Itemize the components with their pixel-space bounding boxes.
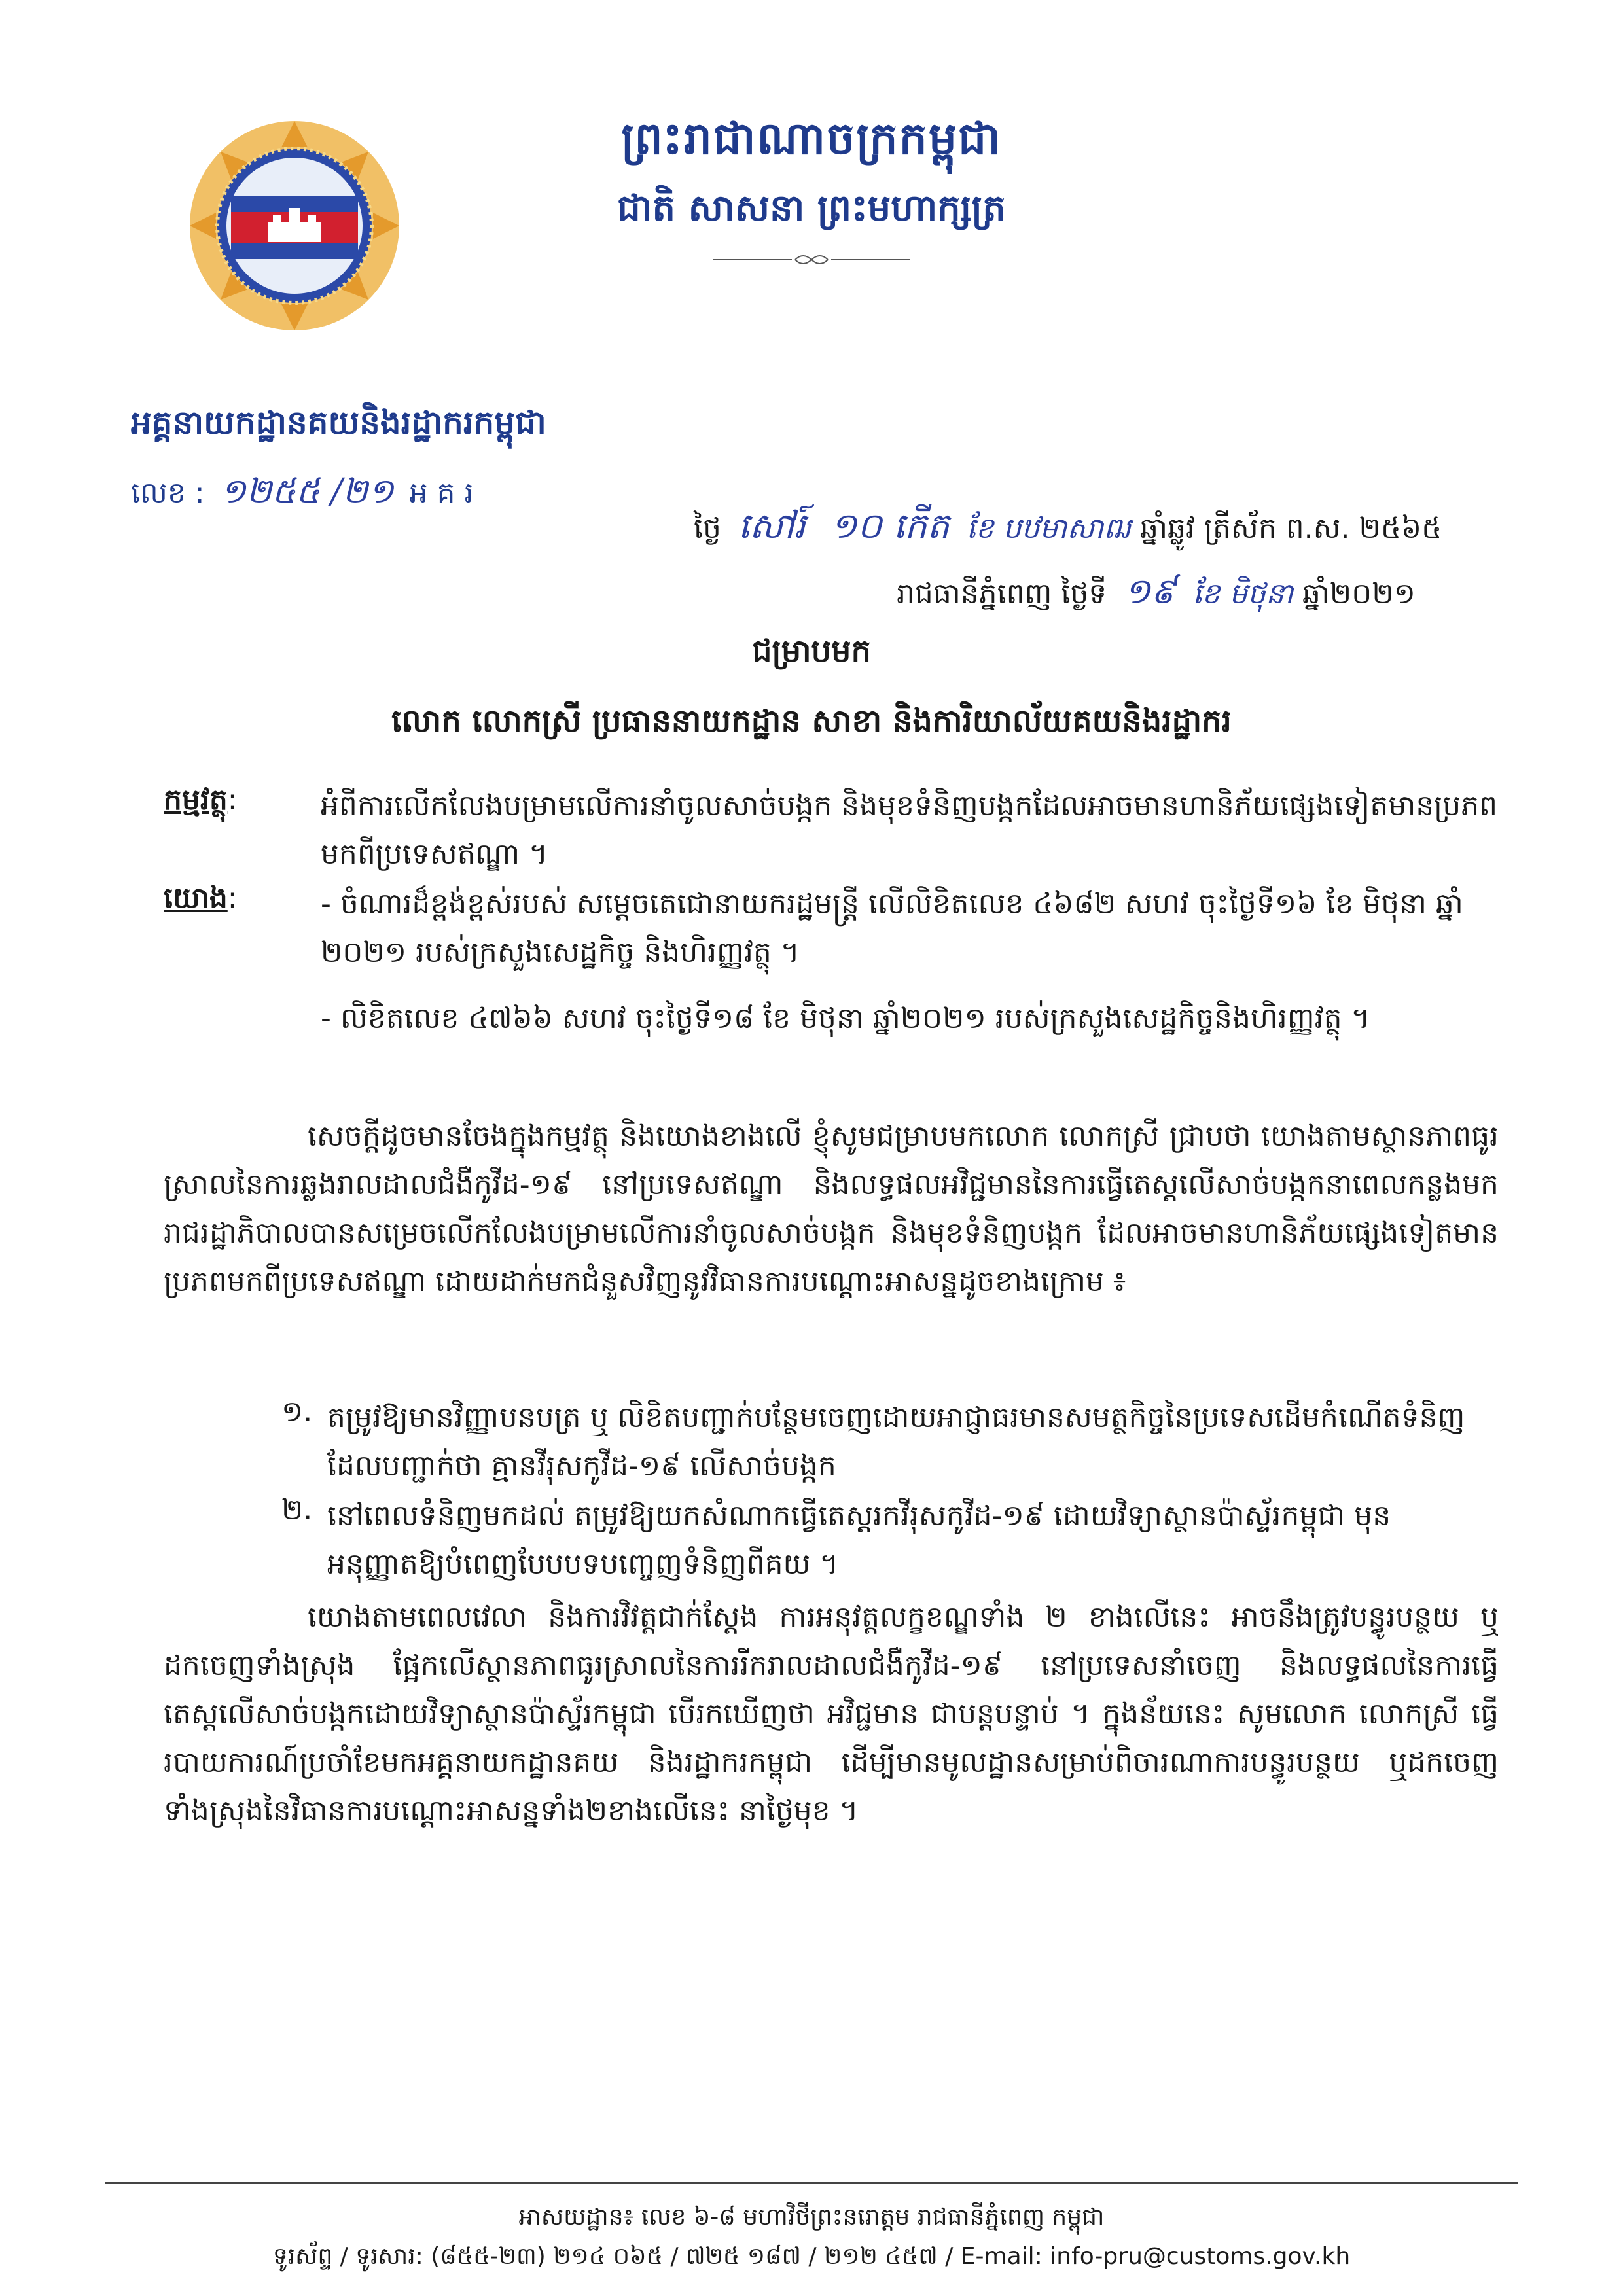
customs-emblem-icon	[187, 118, 402, 334]
reference-item: - ចំណារដ៏ខ្ពង់ខ្ពស់របស់ សម្តេចតេជោនាយករដ្ឋមន្ត្រី លើលិខិតលេខ ៤៦៨២ សហវ ចុះថ្ងៃទី១៦ ខែ មិថុនា ឆ្នាំ ២០២១ របស់ក្រសួងសេដ្ឋកិច្ច និងហិរញ្ញវត្ថុ ។	[321, 887, 1463, 969]
list-item-number: ១.	[281, 1395, 313, 1428]
ref-suffix: អ គ រ	[409, 476, 474, 510]
reference-label-text: យោង	[164, 881, 228, 915]
body-paragraph: យោងតាមពេលវេលា និងការវិវត្តជាក់ស្តែង ការអនុវត្តលក្ខខណ្ឌទាំង ២ ខាងលើនេះ អាចនឹងត្រូវបន្ធូរបន្ថយ ឬដកចេញទាំងស្រុង ផ្អែកលើស្ថានភាពធូរស្រាលនៃការរីករាលដាលជំងឺកូវីដ-១៩ នៅប្រទេសនាំចេញ និងលទ្ធផលនៃការធ្វើតេស្តលើសាច់បង្កកដោយវិទ្យាស្ថានប៉ាស្ទ័រកម្ពុជា បើរកឃើញថា អវិជ្ជមាន ជាបន្តបន្ទាប់ ។ ក្នុងន័យនេះ សូមលោក លោកស្រី ធ្វើរបាយការណ៍ប្រចាំខែមកអគ្គនាយកដ្ឋានគយ និងរដ្ឋាករកម្ពុជា ដើម្បីមានមូលដ្ឋានសម្រាប់ពិចារណាការបន្ធូរបន្ថយ ឬដកចេញទាំងស្រុងនៃវិធានការបណ្តោះអាសន្នទាំង២ខាងលើនេះ នាថ្ងៃមុខ ។	[164, 1600, 1499, 1828]
ref-label: លេខ :	[131, 476, 205, 510]
recipients: លោក លោកស្រី ប្រធាននាយកដ្ឋាន សាខា និងការិយាល័យគយនិងរដ្ឋាករ	[391, 703, 1232, 739]
lunar-prefix: ថ្ងៃ	[694, 512, 721, 545]
national-motto: ជាតិ សាសនា ព្រះមហាក្សត្រ	[617, 187, 1006, 230]
reference-item: - លិខិតលេខ ៤៧៦៦ សហវ ចុះថ្ងៃទី១៨ ខែ មិថុនា ឆ្នាំ២០២១ របស់ក្រសួងសេដ្ឋកិច្ចនិងហិរញ្ញវត្ថុ ។	[321, 1002, 1370, 1035]
issuing-department: អគ្គនាយកដ្ឋានគយនិងរដ្ឋាករកម្ពុជា	[131, 404, 546, 442]
reference-colon: :	[227, 881, 238, 915]
list-item: នៅពេលទំនិញមកដល់ តម្រូវឱ្យយកសំណាកធ្វើតេស្តរកវីរុសកូវីដ-១៩ ដោយវិទ្យាស្ថានប៉ាស្ទ័រកម្ពុជា មុនអនុញ្ញាតឱ្យបំពេញបែបបទបញ្ចេញទំនិញពីគយ ។	[327, 1499, 1391, 1581]
reference-number-line	[131, 470, 474, 520]
ref-number: ១២៥៥ /២១	[220, 472, 394, 511]
lunar-year: ឆ្នាំឆ្លូវ ត្រីស័ក ព.ស. ២៥៦៥	[1140, 512, 1442, 545]
body-paragraph: សេចក្តីដូចមានចែងក្នុងកម្មវត្ថុ និងយោងខាងលើ ខ្ញុំសូមជម្រាបមកលោក លោកស្រី ជ្រាបថា យោងតាមស្ថានភាពធូរស្រាលនៃការឆ្លងរាលដាលជំងឺកូវីដ-១៩ នៅប្រទេសឥណ្ឌា និងលទ្ធផលអវិជ្ជមាននៃការធ្វើតេស្តលើសាច់បង្កកនាពេលកន្លងមក រាជរដ្ឋាភិបាលបានសម្រេចលើកលែងបម្រាមលើការនាំចូលសាច់បង្កក និងមុខទំនិញបង្កក ដែលអាចមានហានិភ័យផ្សេងទៀតមានប្រភពមកពីប្រទេសឥណ្ឌា ដោយដាក់មកជំនួសវិញនូវវិធានការបណ្តោះអាសន្នដូចខាងក្រោម ៖	[164, 1120, 1499, 1298]
solar-date-line	[897, 569, 1416, 621]
solar-day: ១៩	[1124, 571, 1176, 612]
subject-label	[164, 782, 238, 824]
list-item: តម្រូវឱ្យមានវិញ្ញាបនបត្រ ឬ លិខិតបញ្ជាក់បន្ថែមចេញដោយអាជ្ញាធរមានសមត្ថកិច្ចនៃប្រទេសដើមកំណើតទំនិញ ដែលបញ្ជាក់ថា គ្មានវីរុសកូវីដ-១៩ លើសាច់បង្កក	[327, 1401, 1465, 1483]
footer-divider	[105, 2182, 1518, 2184]
subject-label-text: កម្មវត្ថុ	[164, 783, 228, 817]
lunar-date: ១០ កើត	[830, 505, 950, 546]
solar-place: រាជធានីភ្នំពេញ ថ្ងៃទី	[897, 577, 1107, 610]
lunar-month: ខែ បឋមាសាឍ	[966, 512, 1132, 545]
footer-contact: ទូរស័ព្ទ / ទូរសារ: (៨៥៥-២៣) ២១៤ ០៦៥ / ៧២៥ ១៨៧ / ២១២ ៤៥៧ / E-mail: info-pru@customs.gov.kh	[272, 2243, 1351, 2270]
salutation-title: ជម្រាបមក	[752, 633, 871, 669]
solar-year: ឆ្នាំ២០២១	[1302, 577, 1416, 610]
subject-text: អំពីការលើកលែងបម្រាមលើការនាំចូលសាច់បង្កក និងមុខទំនិញបង្កកដែលអាចមានហានិភ័យផ្សេងទៀតមានប្រភពមកពីប្រទេសឥណ្ឌា ។	[321, 789, 1498, 871]
kingdom-title: ព្រះរាជាណាចក្រកម្ពុជា	[621, 113, 1002, 165]
lunar-date-line	[694, 504, 1442, 556]
subject-colon: :	[227, 783, 238, 817]
list-item-number: ២.	[281, 1493, 313, 1527]
solar-month: ខែ មិថុនា	[1192, 577, 1293, 610]
reference-label	[164, 880, 238, 922]
lunar-day: សៅរ៍	[738, 505, 806, 546]
ornament-divider-icon	[713, 252, 910, 268]
footer-address: អាសយដ្ឋាន៖ លេខ ៦-៨ មហាវិថីព្រះនរោត្តម រាជធានីភ្នំពេញ កម្ពុជា	[518, 2204, 1105, 2231]
